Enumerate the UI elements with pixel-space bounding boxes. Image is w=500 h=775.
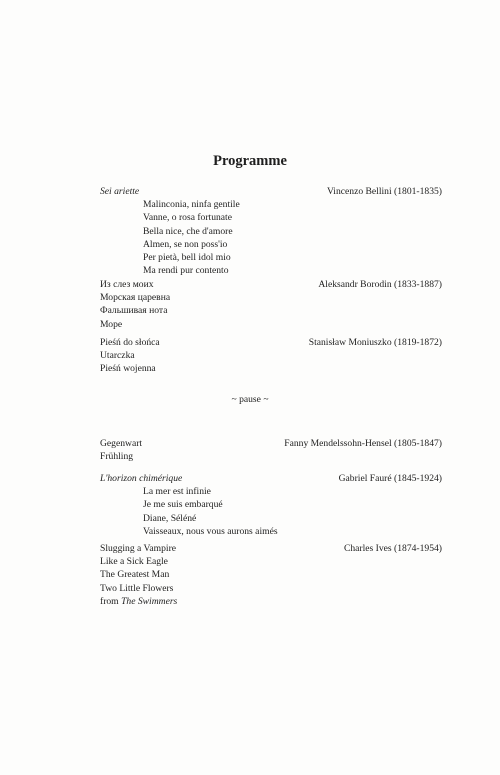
song-title: Из слез моих	[100, 279, 154, 290]
song-title: La mer est infinie	[143, 486, 211, 498]
song-title: Gegenwart	[100, 438, 143, 449]
song-title: Фальшивая нота	[100, 305, 168, 317]
song-title: Frühling	[100, 451, 134, 463]
intermission: ~ pause ~	[231, 394, 269, 405]
song-title: Vaisseaux, nous vous aurons aimés	[143, 525, 278, 537]
work-title: The Swimmers	[121, 595, 178, 607]
song-title: Diane, Séléné	[143, 512, 197, 524]
song-title: Ma rendi pur contento	[143, 265, 229, 277]
composer: Vincenzo Bellini (1801-1835)	[326, 186, 442, 197]
section-header	[100, 437, 442, 450]
page-title: Programme	[213, 153, 287, 169]
section-header	[100, 278, 442, 291]
song-title: Malinconia, ninfa gentile	[143, 199, 240, 211]
section-mendelssohn-hensel	[100, 437, 442, 463]
song-title: Морская царевна	[100, 292, 171, 304]
section-header	[100, 336, 442, 349]
composer: Aleksandr Borodin (1833-1887)	[318, 279, 442, 290]
song-title: Like a Sick Eagle	[100, 556, 168, 568]
section-header	[100, 472, 442, 485]
composer: Stanisław Moniuszko (1819-1872)	[308, 337, 442, 348]
song-title: Pieśń wojenna	[100, 363, 156, 375]
composer: Gabriel Fauré (1845-1924)	[338, 473, 442, 484]
composer: Fanny Mendelssohn-Hensel (1805-1847)	[284, 438, 442, 449]
song-title: Almen, se non poss'io	[143, 238, 228, 250]
work-title: Sei ariette	[100, 186, 140, 197]
section-bellini	[100, 185, 442, 277]
from-prefix: from	[100, 595, 122, 607]
song-title: Vanne, o rosa fortunate	[143, 212, 232, 224]
song-title-from	[100, 595, 442, 608]
section-moniuszko	[100, 336, 442, 376]
song-title: Per pietà, bell idol mio	[143, 251, 231, 263]
section-header	[100, 185, 442, 198]
section-faure	[100, 472, 442, 538]
song-title: Море	[100, 318, 123, 330]
song-title: Slugging a Vampire	[100, 543, 177, 554]
section-ives	[100, 542, 442, 608]
song-title: Utarczka	[100, 350, 135, 362]
section-header	[100, 542, 442, 555]
section-borodin	[100, 278, 442, 331]
song-title: Bella nice, che d'amore	[143, 225, 233, 237]
song-title: Two Little Flowers	[100, 582, 174, 594]
song-title: Pieśń do słońca	[100, 337, 160, 348]
work-title: L'horizon chimérique	[100, 473, 183, 484]
song-title: Je me suis embarqué	[143, 499, 223, 511]
composer: Charles Ives (1874-1954)	[343, 543, 442, 554]
song-title: The Greatest Man	[100, 569, 170, 581]
